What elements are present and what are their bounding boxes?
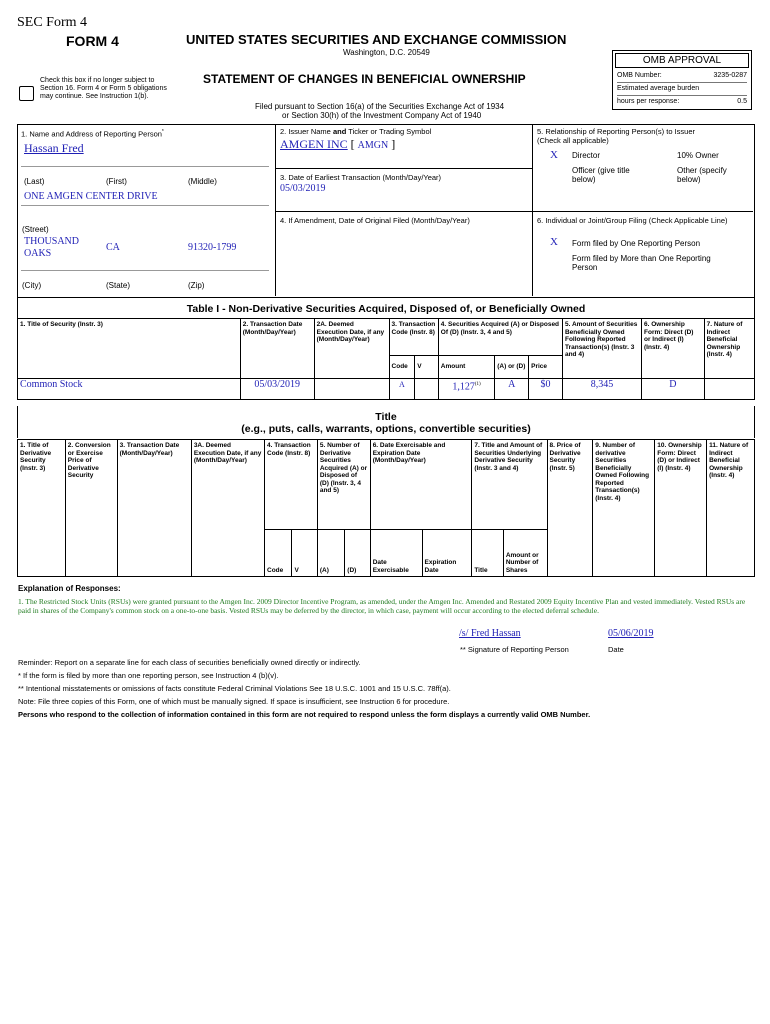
t2-h3a: 3A. Deemed Execution Date, if any (Month/Day/Year) bbox=[191, 440, 264, 577]
omb-title: OMB APPROVAL bbox=[615, 53, 749, 68]
street-address-value: ONE AMGEN CENTER DRIVE bbox=[24, 191, 158, 202]
box3-label: 3. Date of Earliest Transaction (Month/Day/Year) bbox=[280, 173, 442, 182]
t2-h2: 2. Conversion or Exercise Price of Derivative Security bbox=[65, 440, 117, 577]
doc-tag: SEC Form 4 bbox=[17, 15, 88, 30]
t2-h3: 3. Transaction Date (Month/Day/Year) bbox=[117, 440, 191, 577]
t1-row-form: D bbox=[642, 379, 705, 400]
t1-row-amount-cell bbox=[438, 379, 494, 400]
omb-hours-value: 0.5 bbox=[737, 98, 747, 105]
star-note: * If the form is filed by more than one reporting person, see Instruction 4 (b)(v). bbox=[18, 671, 279, 680]
t1-h5: 5. Amount of Securities Beneficially Owned Following Reported Transaction(s) (Instr. 3 and 4) bbox=[562, 319, 641, 379]
city-label: (City) bbox=[22, 281, 42, 290]
table2-title: Title bbox=[375, 411, 397, 423]
reminder-note: Reminder: Report on a separate line for each class of securities beneficially owned directly or indirectly. bbox=[18, 658, 361, 667]
t2-a: (A) bbox=[317, 530, 344, 577]
explanation-heading: Explanation of Responses: bbox=[18, 584, 121, 593]
t1-h1: 1. Title of Security (Instr. 3) bbox=[18, 319, 241, 379]
state-value: CA bbox=[106, 242, 120, 253]
issuer-line: AMGEN INC [ AMGN ] bbox=[280, 137, 396, 151]
commission-location: Washington, D.C. 20549 bbox=[343, 48, 430, 57]
earliest-transaction-date: 05/03/2019 bbox=[280, 183, 326, 194]
box5-label: 5. Relationship of Reporting Person(s) to Issuer (Check all applicable) bbox=[537, 127, 695, 145]
t1-h3: 3. Transaction Code (Instr. 8) bbox=[389, 319, 438, 356]
other-label: Other (specify below) bbox=[677, 166, 727, 184]
box6-label: 6. Individual or Joint/Group Filing (Check Applicable Line) bbox=[537, 216, 728, 225]
t2-h1: 1. Title of Derivative Security (Instr. 3) bbox=[18, 440, 66, 577]
t1-row-title: Common Stock bbox=[18, 379, 241, 400]
commission-title: UNITED STATES SECURITIES AND EXCHANGE COMMISSION bbox=[186, 32, 567, 47]
t1-h2: 2. Transaction Date (Month/Day/Year) bbox=[240, 319, 314, 379]
t1-h7: 7. Nature of Indirect Beneficial Ownership (Instr. 4) bbox=[704, 319, 754, 379]
signature-label: ** Signature of Reporting Person bbox=[460, 645, 569, 654]
double-star-note: ** Intentional misstatements or omissions of facts constitute Federal Criminal Violations See 18 U.S.C. 1001 and 15 U.S.C. 78ff(a). bbox=[18, 684, 451, 693]
box2-label: 2. Issuer Name and Ticker or Trading Symbol bbox=[280, 127, 432, 136]
omb-persons-note: Persons who respond to the collection of information contained in this form are not required to respond unless the form displays a currently valid OMB Number. bbox=[18, 710, 591, 719]
street-label: (Street) bbox=[22, 225, 49, 234]
omb-number-label: OMB Number: bbox=[617, 72, 662, 79]
t2-h8: 8. Price of Derivative Security (Instr. 5) bbox=[547, 440, 593, 577]
form-title: FORM 4 bbox=[66, 33, 119, 49]
t2-amount-shares: Amount or Number of Shares bbox=[503, 530, 547, 577]
t2-exp: Expiration Date bbox=[422, 530, 472, 577]
omb-box bbox=[612, 50, 752, 110]
omb-hours-label: hours per response: bbox=[617, 98, 680, 105]
table2-title-block bbox=[17, 406, 755, 438]
statement-title: STATEMENT OF CHANGES IN BENEFICIAL OWNERSHIP bbox=[203, 72, 526, 86]
date-label: Date bbox=[608, 645, 624, 654]
t1-price: Price bbox=[529, 356, 563, 379]
first-label: (First) bbox=[106, 177, 127, 186]
t2-h9: 9. Number of derivative Securities Beneficially Owned Following Reported Transaction(s) (Instr. 4) bbox=[593, 440, 655, 577]
table2-subtitle: (e.g., puts, calls, warrants, options, convertible securities) bbox=[241, 423, 531, 435]
signature-name: /s/ Fred Hassan bbox=[459, 628, 521, 639]
t2-date-ex: Date Exercisable bbox=[370, 530, 422, 577]
state-label: (State) bbox=[106, 281, 131, 290]
filed-pursuant-1: Filed pursuant to Section 16(a) of the Securities Exchange Act of 1934 bbox=[255, 102, 505, 111]
zip-value: 91320-1799 bbox=[188, 242, 237, 253]
t2-h6: 6. Date Exercisable and Expiration Date (Month/Day/Year) bbox=[370, 440, 472, 530]
t1-code: Code bbox=[389, 356, 415, 379]
t1-row-price: $0 bbox=[529, 379, 563, 400]
director-mark: X bbox=[550, 149, 558, 161]
one-person-mark: X bbox=[550, 236, 558, 248]
t2-h5: 5. Number of Derivative Securities Acquired (A) or Disposed of (D) (Instr. 3, 4 and 5) bbox=[317, 440, 370, 530]
ten-percent-owner-label: 10% Owner bbox=[677, 151, 719, 160]
last-label: (Last) bbox=[24, 177, 45, 186]
t1-row-code: A bbox=[389, 379, 415, 400]
box1-label: 1. Name and Address of Reporting Person* bbox=[21, 129, 164, 139]
t1-aord: (A) or (D) bbox=[495, 356, 529, 379]
t1-h2a: 2A. Deemed Execution Date, if any (Month/Day/Year) bbox=[314, 319, 389, 379]
t1-row-date: 05/03/2019 bbox=[240, 379, 314, 400]
t1-row-amount: 1,127 bbox=[452, 381, 475, 393]
one-person-label: Form filed by One Reporting Person bbox=[572, 239, 701, 248]
more-persons-label: Form filed by More than One Reporting Person bbox=[572, 254, 711, 272]
t1-h6: 6. Ownership Form: Direct (D) or Indirect (I) (Instr. 4) bbox=[642, 319, 705, 379]
omb-burden-label: Estimated average burden bbox=[617, 85, 700, 92]
footnote-1: 1. The Restricted Stock Units (RSUs) were granted pursuant to the Amgen Inc. 2009 Director Incentive Program, as amended, under the Amgen Inc. Amended and Restated 2009 Equity Incentive Plan and vested immediately. Vested RSUs are paid in shares of the Company's common stock on a one-to-one basis. Vested RSUs may be deferred by the director, in which case, payment will occur according to the elected deferral schedule. bbox=[18, 597, 746, 615]
t1-row-owned: 8,345 bbox=[562, 379, 641, 400]
t2-h7: 7. Title and Amount of Securities Underlying Derivative Security (Instr. 3 and 4) bbox=[472, 440, 547, 530]
table2 bbox=[17, 439, 755, 577]
signature-date: 05/06/2019 bbox=[608, 628, 654, 639]
t2-code: Code bbox=[265, 530, 292, 577]
reporting-person-name-link[interactable]: Hassan Fred bbox=[24, 141, 84, 155]
t1-row-aord: A bbox=[495, 379, 529, 400]
t1-h4: 4. Securities Acquired (A) or Disposed Of (D) (Instr. 3, 4 and 5) bbox=[438, 319, 562, 356]
city-value: THOUSAND OAKS bbox=[24, 236, 79, 259]
t2-v: V bbox=[292, 530, 317, 577]
section16-checkbox-label: Check this box if no longer subject to Section 16. Form 4 or Form 5 obligations may continue. See Instruction 1(b). bbox=[40, 77, 167, 100]
t2-h10: 10. Ownership Form: Direct (D) or Indirect (I) (Instr. 4) bbox=[655, 440, 707, 577]
footer-notes bbox=[18, 656, 753, 721]
director-label: Director bbox=[572, 151, 601, 160]
table-row bbox=[18, 379, 755, 400]
filed-pursuant-2: or Section 30(h) of the Investment Company Act of 1940 bbox=[282, 111, 482, 120]
omb-number-value: 3235-0287 bbox=[713, 72, 747, 79]
t2-d: (D) bbox=[345, 530, 370, 577]
table1 bbox=[17, 318, 755, 400]
section16-checkbox[interactable] bbox=[19, 86, 34, 101]
zip-label: (Zip) bbox=[188, 281, 205, 290]
middle-label: (Middle) bbox=[188, 177, 217, 186]
t1-row-footnote: (1) bbox=[474, 382, 481, 387]
t2-h4: 4. Transaction Code (Instr. 8) bbox=[265, 440, 318, 530]
file-copies-note: Note: File three copies of this Form, one of which must be manually signed. If space is insufficient, see Instruction 6 for procedure. bbox=[18, 697, 450, 706]
box4-label: 4. If Amendment, Date of Original Filed (Month/Day/Year) bbox=[280, 216, 470, 225]
ticker-symbol: AMGN bbox=[357, 140, 389, 151]
t2-h11: 11. Nature of Indirect Beneficial Ownership (Instr. 4) bbox=[707, 440, 755, 577]
t1-amount: Amount bbox=[438, 356, 494, 379]
t1-v: V bbox=[415, 356, 439, 379]
issuer-name-link[interactable]: AMGEN INC bbox=[280, 137, 348, 151]
t2-title: Title bbox=[472, 530, 504, 577]
officer-label: Officer (give title below) bbox=[572, 166, 630, 184]
table1-title: Table I - Non-Derivative Securities Acquired, Disposed of, or Beneficially Owned bbox=[17, 298, 755, 318]
